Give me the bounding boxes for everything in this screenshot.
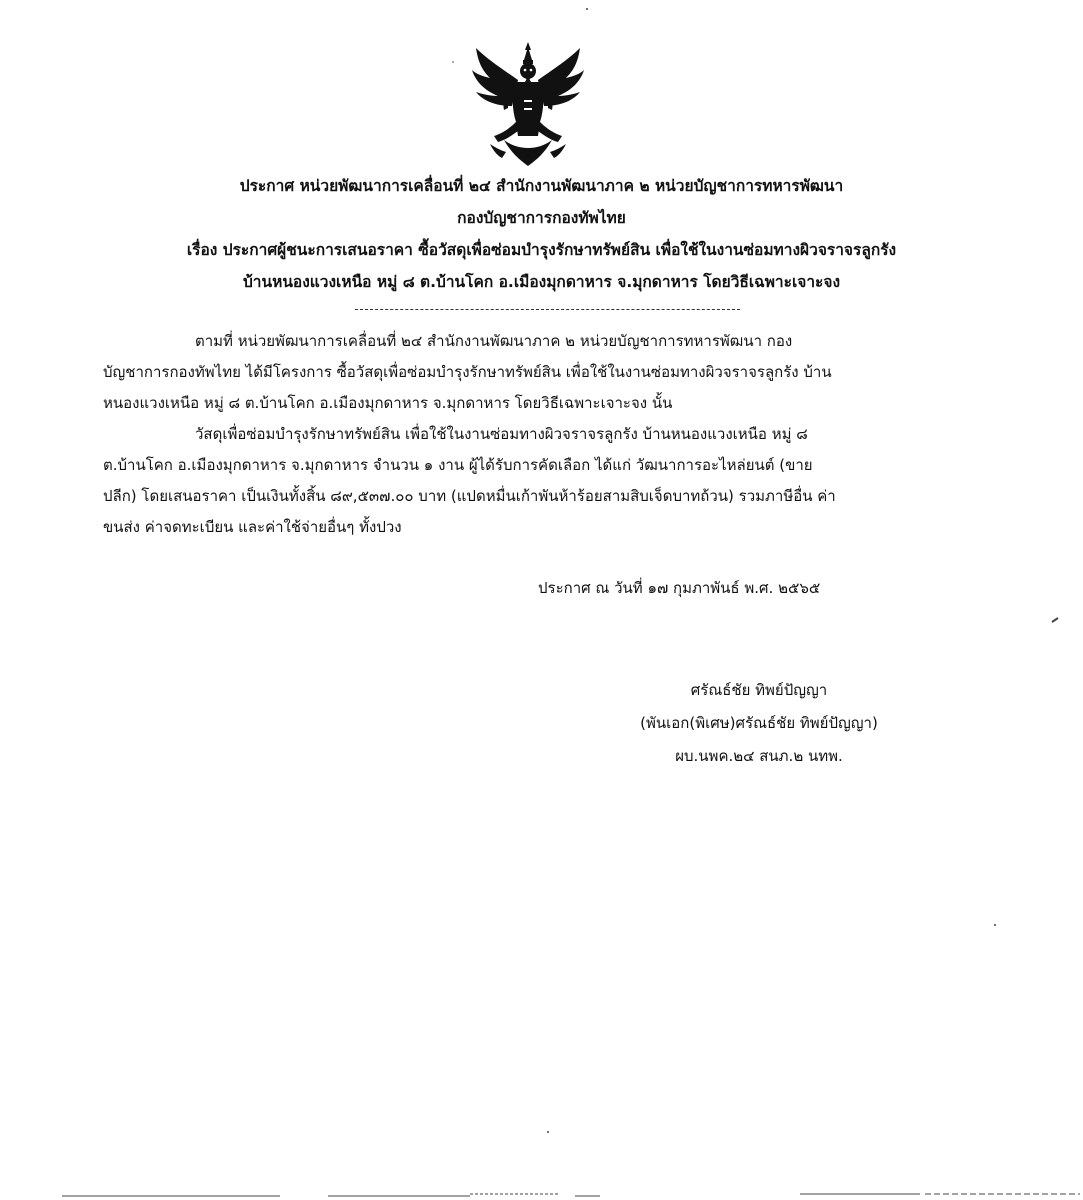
garuda-emblem-icon — [468, 40, 588, 168]
paragraph-project — [103, 326, 983, 419]
announcement-date: ประกาศ ณ วันที่ ๑๗ กุมภาพันธ์ พ.ศ. ๒๕๖๕ — [538, 579, 821, 597]
paragraph-line: ขนส่ง ค่าจดทะเบียน และค่าใช้จ่ายอื่นๆ ทั้งปวง — [103, 518, 402, 536]
paragraph-line: บัญชาการกองทัพไทย ได้มีโครงการ ซื้อวัสดุเพื่อซ่อมบำรุงรักษาทรัพย์สิน เพื่อใช้ในงานซ่อมทางผิวจราจรลูกรัง บ้าน — [103, 363, 832, 381]
signature-name: ศรัณธ์ชัย ทิพย์ปัญญา — [690, 681, 828, 699]
signature-full-title: (พันเอก(พิเศษ)ศรัณธ์ชัย ทิพย์ปัญญา) — [640, 714, 878, 732]
paragraph-winner — [103, 419, 983, 543]
paragraph-line: ปลีก) โดยเสนอราคา เป็นเงินทั้งสิ้น ๘๙,๕๓๗.๐๐ บาท (แปดหมื่นเก้าพันห้าร้อยสามสิบเจ็ดบาทถ้วน) รวมภาษีอื่น ค่า — [103, 487, 836, 505]
announcement-header — [60, 170, 1023, 298]
subject-line-1: เรื่อง ประกาศผู้ชนะการเสนอราคา ซื้อวัสดุเพื่อซ่อมบำรุงรักษาทรัพย์สิน เพื่อใช้ในงานซ่อมทางผิวจราจรลูกรัง — [186, 241, 897, 259]
signature-position: ผบ.นพค.๒๔ สนภ.๒ นทพ. — [675, 747, 843, 765]
header-line-1: ประกาศ หน่วยพัฒนาการเคลื่อนที่ ๒๔ สำนักงานพัฒนาภาค ๒ หน่วยบัญชาการทหารพัฒนา — [239, 177, 844, 195]
paragraph-line: หนองแวงเหนือ หมู่ ๘ ต.บ้านโคก อ.เมืองมุกดาหาร จ.มุกดาหาร โดยวิธีเฉพาะเจาะจง นั้น — [103, 394, 673, 412]
paragraph-line: ต.บ้านโคก อ.เมืองมุกดาหาร จ.มุกดาหาร จำนวน ๑ งาน ผู้ได้รับการคัดเลือก ได้แก่ วัฒนาการอะไหล่ยนต์ (ขาย — [103, 456, 813, 474]
header-line-2: กองบัญชาการกองทัพไทย — [457, 209, 626, 227]
paragraph-line: วัสดุเพื่อซ่อมบำรุงรักษาทรัพย์สิน เพื่อใช้ในงานซ่อมทางผิวจราจรลูกรัง บ้านหนองแวงเหนือ หมู่ ๘ — [195, 425, 808, 443]
signature-block — [600, 674, 918, 773]
subject-line-2: บ้านหนองแวงเหนือ หมู่ ๘ ต.บ้านโคก อ.เมืองมุกดาหาร จ.มุกดาหาร โดยวิธีเฉพาะเจาะจง — [242, 273, 841, 291]
paragraph-line: ตามที่ หน่วยพัฒนาการเคลื่อนที่ ๒๔ สำนักงานพัฒนาภาค ๒ หน่วยบัญชาการทหารพัฒนา กอง — [195, 332, 793, 350]
header-divider — [355, 309, 740, 310]
